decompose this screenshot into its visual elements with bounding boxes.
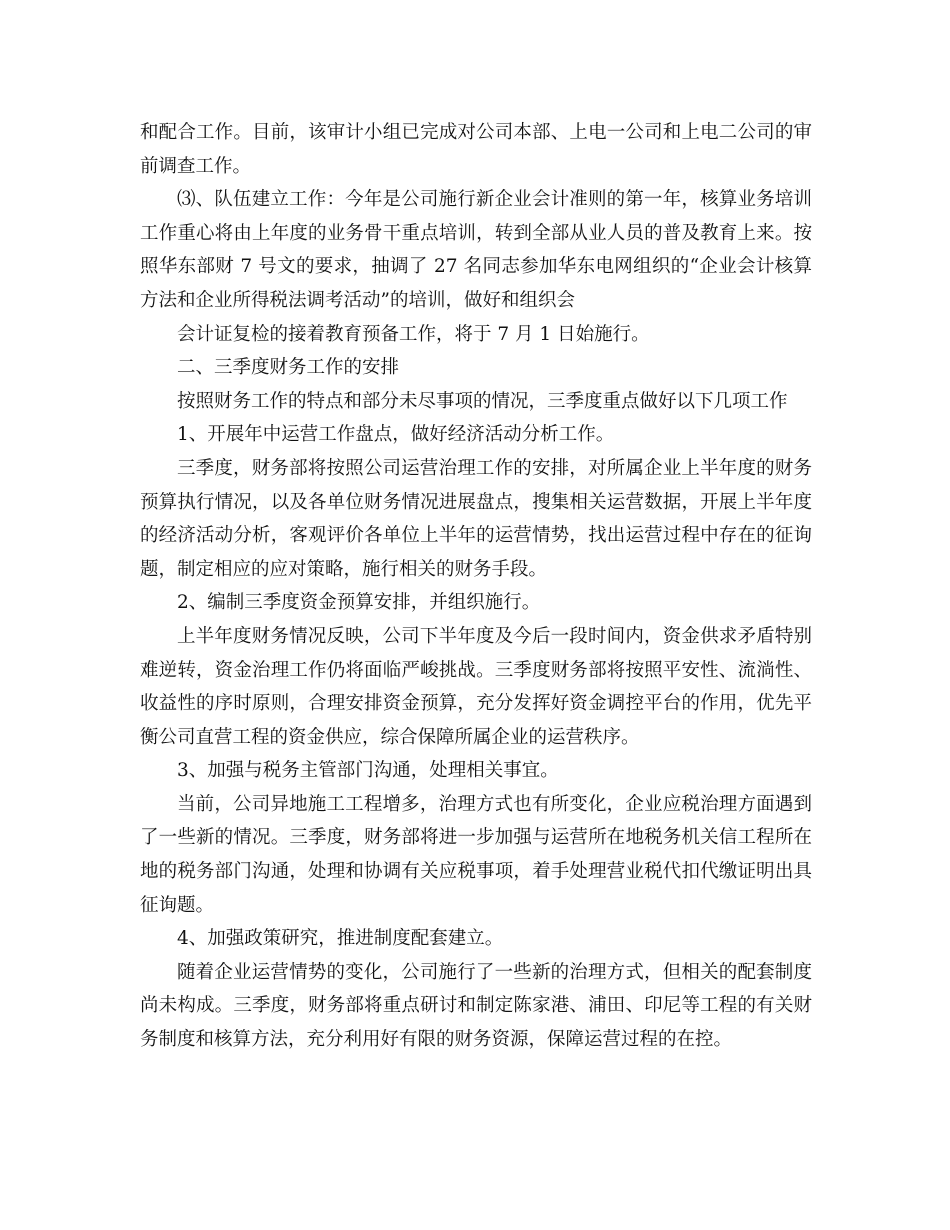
item-heading-4: 4、加强政策研究，推进制度配套建立。 [177, 928, 504, 950]
item-heading-2: 2、编制三季度资金预算安排，并组织施行。 [177, 592, 541, 614]
paragraph-item-1: 三季度，财务部将按照公司运营治理工作的安排，对所属企业上半年度的财务预算执行情况，以及各单位财务情况进展盘点，搜集相关运营数据，开展上半年度的经济活动分析，客观评价各单位上半年的运营情势，找出运营过程中存在的征询题，制定相应的应对策略，施行相关的财务手段。 [140, 457, 812, 580]
item-heading-1: 1、开展年中运营工作盘点，做好经济活动分析工作。 [177, 424, 615, 446]
paragraph-audit-continuation: 和配合工作。目前，该审计小组已完成对公司本部、上电一公司和上电二公司的审前调查工作。 [140, 122, 812, 177]
paragraph-certificate-review: 会计证复检的接着教育预备工作，将于 7 月 1 日始施行。 [177, 323, 650, 345]
paragraph-q3-intro: 按照财务工作的特点和部分未尽事项的情况，三季度重点做好以下几项工作 [177, 390, 788, 412]
paragraph-item-2: 上半年度财务情况反映，公司下半年度及今后一段时间内，资金供求矛盾特别难逆转，资金治理工作仍将面临严峻挑战。三季度财务部将按照平安性、流淌性、收益性的序时原则，合理安排资金预算，充分发挥好资金调控平台的作用，优先平衡公司直营工程的资金供应，综合保障所属企业的运营秩序。 [140, 625, 812, 748]
paragraph-item-4: 随着企业运营情势的变化，公司施行了一些新的治理方式，但相关的配套制度尚未构成。三季度，财务部将重点研讨和制定陈家港、浦田、印尼等工程的有关财务制度和核算方法，充分利用好有限的财务资源，保障运营过程的在控。 [140, 961, 812, 1051]
paragraph-item-3: 当前，公司异地施工工程增多，治理方式也有所变化，企业应税治理方面遇到了一些新的情况。三季度，财务部将进一步加强与运营所在地税务机关信工程所在地的税务部门沟通，处理和协调有关应税事项，着手处理营业税代扣代缴证明出具征询题。 [140, 793, 812, 916]
paragraph-team-building: ⑶、队伍建立工作：今年是公司施行新企业会计准则的第一年，核算业务培训工作重心将由上年度的业务骨干重点培训，转到全部从业人员的普及教育上来。按照华东部财 7 号文的要求，抽调了 27 名同志参加华东电网组织的“企业会计核算方法和企业所得税法调考活动”的培训，做好和组织会 [140, 189, 812, 311]
item-heading-3: 3、加强与税务主管部门沟通，处理相关事宜。 [177, 760, 559, 782]
document-body [140, 116, 812, 1057]
section-heading-q3-plan: 二、三季度财务工作的安排 [177, 357, 400, 379]
